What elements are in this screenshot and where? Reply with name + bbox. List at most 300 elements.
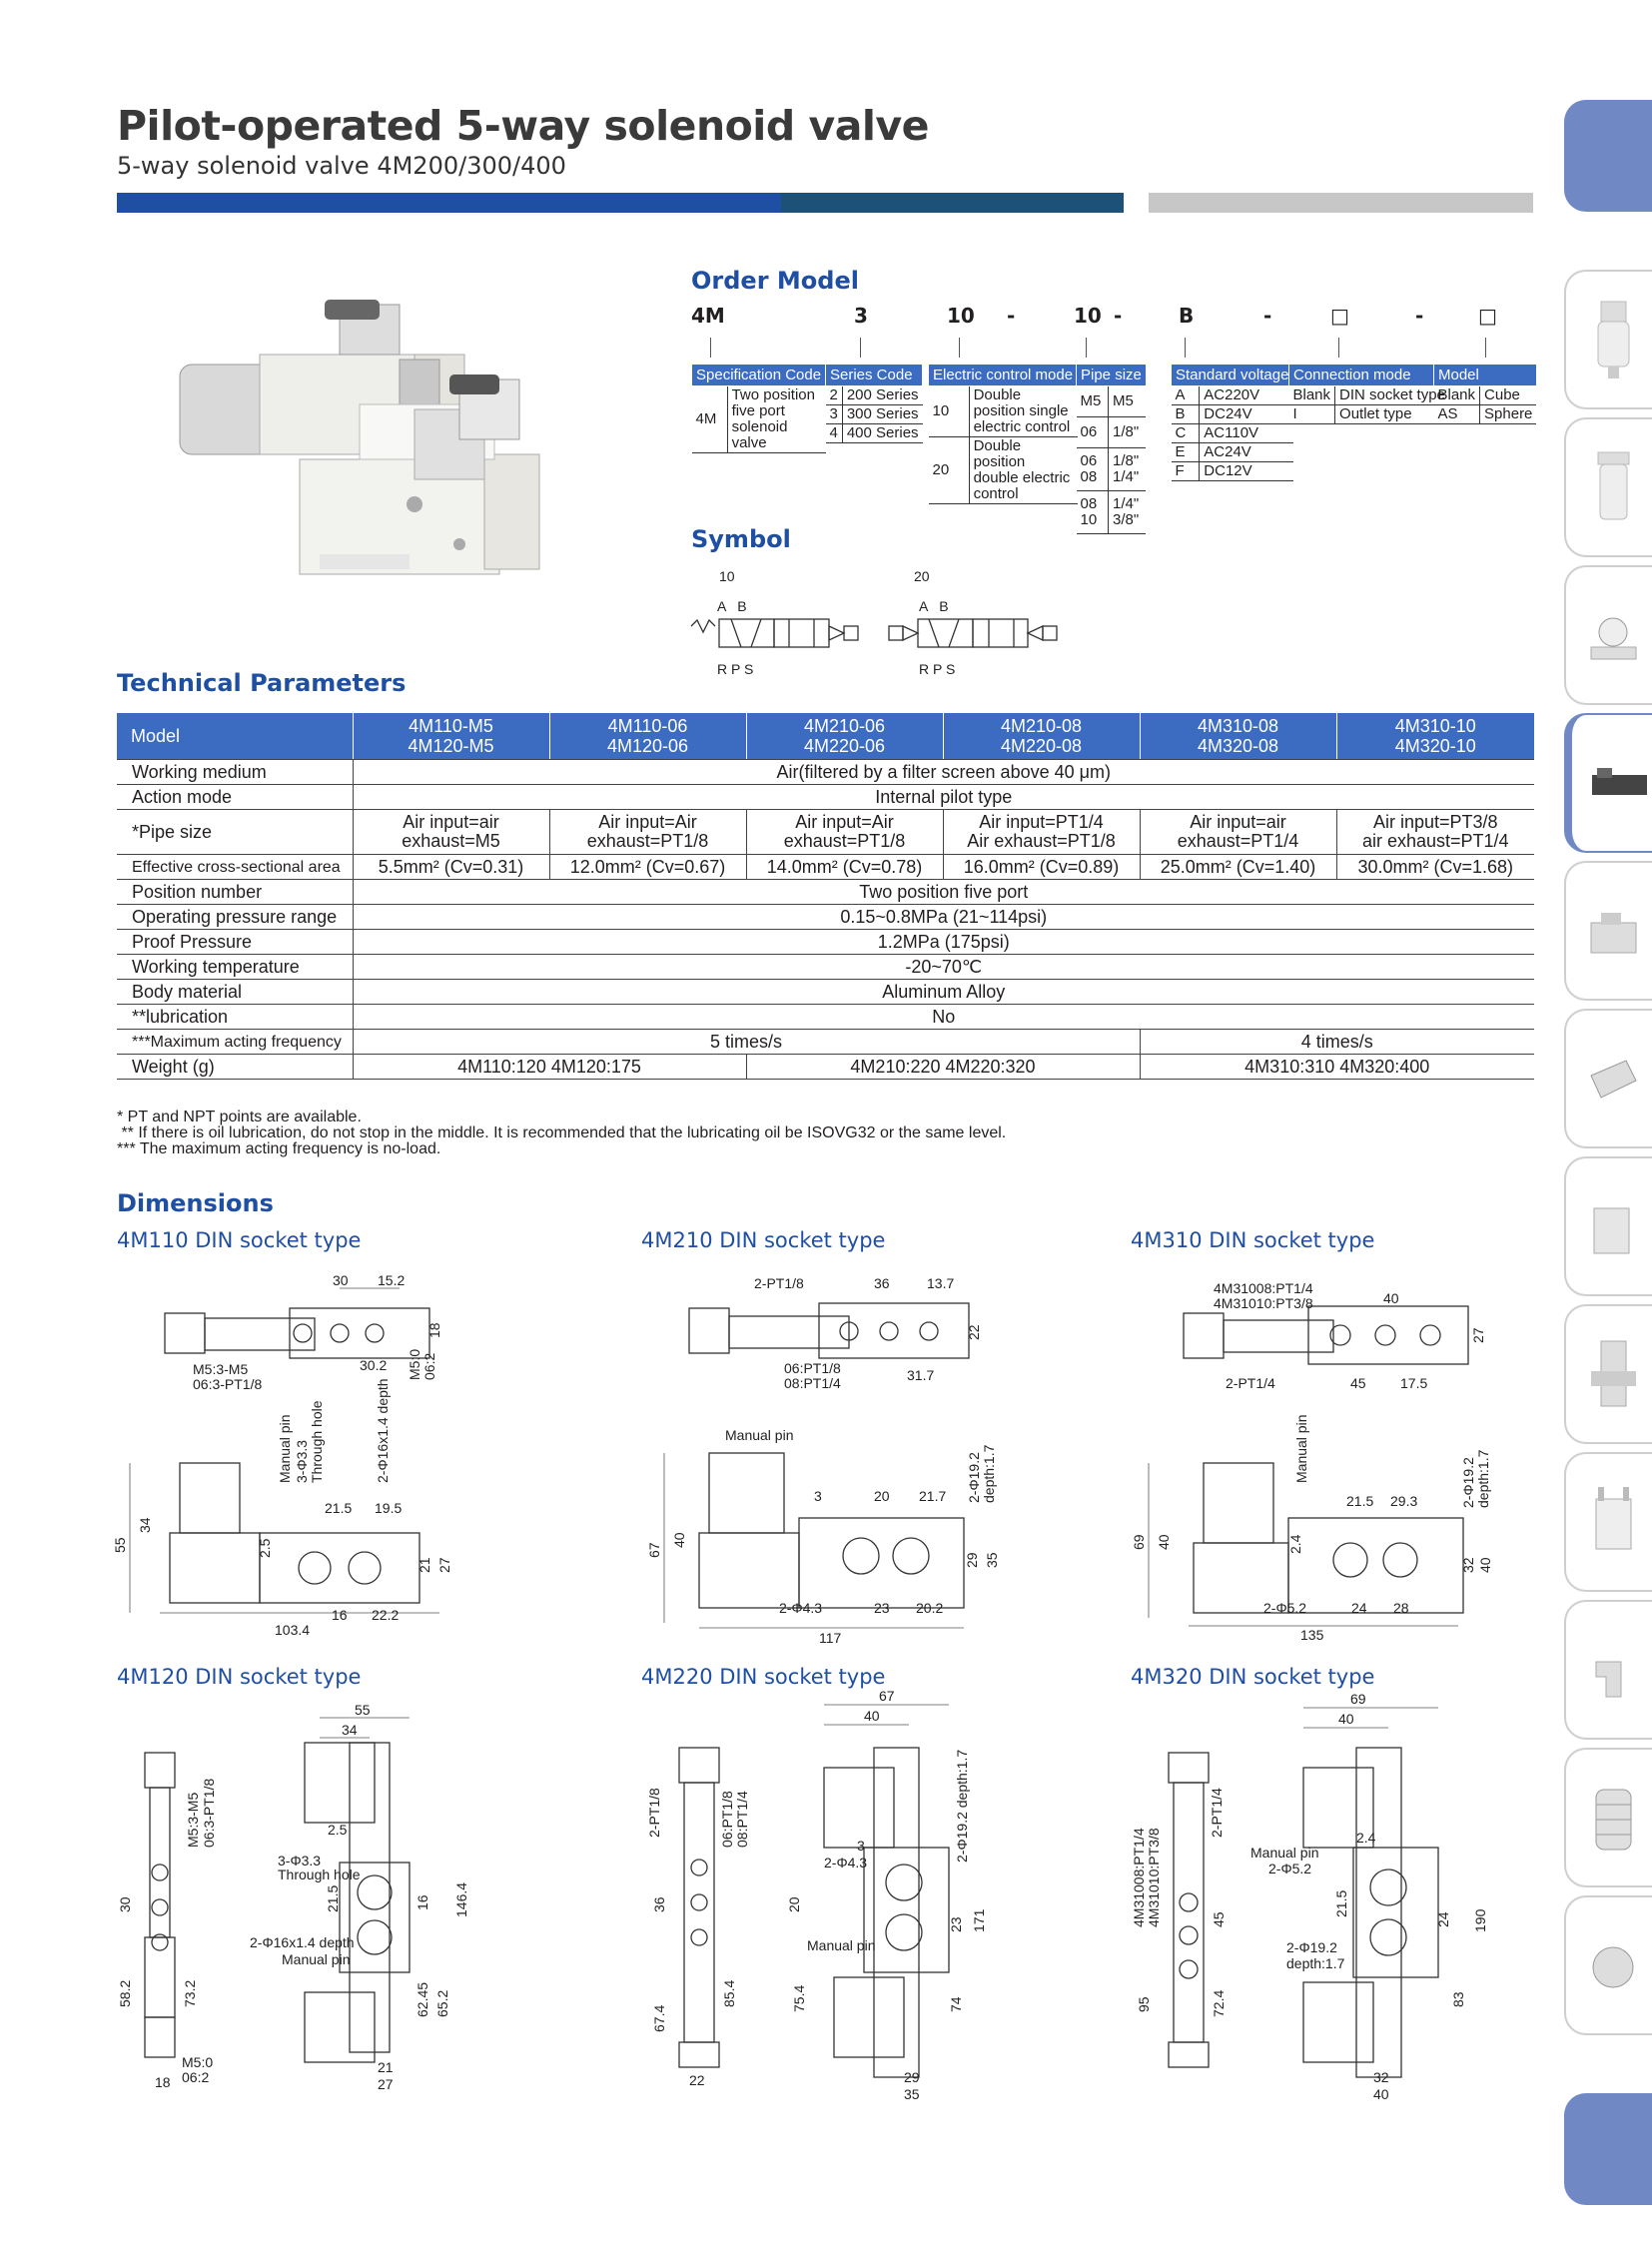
- dimension-label: 27: [1470, 1327, 1486, 1343]
- dimension-label: 4M120-M5: [408, 736, 494, 756]
- dimension-label: Outlet type: [1335, 405, 1449, 424]
- dimension-label: 21.5: [1333, 1889, 1349, 1917]
- dimension-label: 06:PT1/8: [784, 1360, 841, 1376]
- dimension-label: Standard voltage: [1172, 365, 1293, 386]
- dimension-label: 200 Series: [842, 386, 922, 405]
- dimension-label: 32: [1373, 2069, 1389, 2085]
- code-tick: [1338, 338, 1339, 358]
- dimension-label: 171: [971, 1908, 987, 1932]
- dimension-label: 3-Φ3.3: [294, 1439, 310, 1483]
- dimension-label: Internal pilot type: [353, 785, 1534, 810]
- footnote: * PT and NPT points are available.: [117, 1109, 362, 1125]
- dimension-label: 2-Φ19.2: [1460, 1457, 1476, 1508]
- dimension-label: 4M31010:PT3/8: [1146, 1828, 1162, 1927]
- dimension-label: 95: [1136, 1996, 1152, 2012]
- spec-code-table: [691, 364, 826, 453]
- header-bar-teal: [781, 193, 1124, 213]
- dimension-label: Effective cross-sectional area: [117, 855, 353, 880]
- dimension-label: 32: [1460, 1557, 1476, 1573]
- side-tab-cylinder[interactable]: [1564, 861, 1652, 1001]
- dimension-label: 3: [814, 1488, 822, 1504]
- side-tab-lubricator[interactable]: [1564, 417, 1652, 557]
- symbol-10-ports-bottom: R P S: [717, 661, 754, 677]
- dimension-label: 4M31010:PT3/8: [1214, 1295, 1313, 1311]
- table-row: [1289, 365, 1449, 386]
- dimension-label: Air input=Air: [795, 812, 894, 832]
- side-tab-bracket[interactable]: [1564, 1452, 1652, 1592]
- dimension-label: 08:PT1/4: [784, 1375, 841, 1391]
- table-row: [1077, 386, 1147, 417]
- front-view: [130, 1463, 439, 1613]
- dimension-label: 117: [819, 1630, 842, 1646]
- dimension-label: 5.5mm² (Cv=0.31): [353, 855, 549, 880]
- dimension-label: Operating pressure range: [117, 905, 353, 930]
- dimension-label: 21.5: [325, 1884, 341, 1912]
- code-dash-3: -: [1263, 304, 1272, 328]
- table-row: [1172, 386, 1293, 405]
- dimension-label: 36: [874, 1275, 890, 1291]
- dimension-label: 2-Φ5.2: [1263, 1600, 1307, 1616]
- symbol-10-graphic: [691, 619, 858, 647]
- dimension-label: AS: [1434, 405, 1480, 424]
- front-view: [305, 1718, 410, 2062]
- dimension-label: A: [1172, 386, 1200, 405]
- dimension-label: AC24V: [1200, 443, 1293, 462]
- table-row: [117, 1005, 1534, 1030]
- symbol-10-number: 10: [719, 568, 735, 584]
- dimension-label: 22: [689, 2072, 705, 2088]
- table-row: [117, 1030, 1534, 1055]
- dimension-label: 3: [826, 405, 843, 424]
- table-cell: [746, 810, 943, 855]
- dimension-label: 55: [355, 1703, 371, 1718]
- dimension-label: 4 times/s: [1140, 1030, 1534, 1055]
- elbow-icon: [1586, 1627, 1641, 1715]
- dimension-label: Double position double electric control: [969, 437, 1078, 504]
- table-row: [117, 930, 1534, 955]
- side-tab-solenoid-active[interactable]: [1564, 713, 1652, 853]
- dimension-label: 40: [864, 1708, 880, 1724]
- dimension-label: 40: [1373, 2086, 1389, 2102]
- drawing-4m220: [639, 1688, 1039, 2107]
- table-row: [692, 365, 826, 386]
- table-row: [1172, 365, 1293, 386]
- dimension-label: 16.0mm² (Cv=0.89): [943, 855, 1140, 880]
- dimension-label: 75.4: [791, 1984, 807, 2012]
- dimension-label: AC110V: [1200, 424, 1293, 443]
- footnote: ** If there is oil lubrication, do not stop in the middle. It is recommended that the lubricating oil be ISOVG32 or the same level.: [117, 1124, 1007, 1141]
- table-row: [1077, 365, 1147, 386]
- drawing-4m320: [1129, 1688, 1528, 2107]
- dimension-label: 4M31008:PT1/4: [1214, 1280, 1313, 1296]
- dimension-label: 1.2MPa (175psi): [353, 930, 1534, 955]
- dimension-label: 85.4: [721, 1979, 737, 2007]
- side-view: [1169, 1753, 1209, 2067]
- table-row: [117, 713, 1534, 760]
- drawing-4m110: [110, 1268, 469, 1648]
- dimension-label: 27: [436, 1557, 452, 1573]
- header-bar-blue: [117, 193, 781, 213]
- page-subtitle: 5-way solenoid valve 4M200/300/400: [117, 152, 566, 180]
- table-cell: [943, 810, 1140, 855]
- code-tick: [1485, 338, 1486, 358]
- solenoid-valve-icon: [1592, 740, 1647, 828]
- pipe-size-table: [1076, 364, 1147, 534]
- dimension-label: 4M31008:PT1/4: [1131, 1828, 1147, 1927]
- model-col: [943, 713, 1140, 760]
- dimension-label: 4M220-08: [1000, 736, 1083, 756]
- side-tab-filter[interactable]: [1564, 270, 1652, 409]
- dimension-label: Series Code: [826, 365, 923, 386]
- dimension-label: 45: [1350, 1375, 1366, 1391]
- dimension-label: 72.4: [1211, 1989, 1227, 2017]
- dimension-label: 24: [1435, 1911, 1451, 1927]
- dimension-label: 29.3: [1390, 1493, 1418, 1509]
- code-connection: □: [1330, 304, 1349, 328]
- dimension-label: Body material: [117, 980, 353, 1005]
- dimension-label: 4M110-06: [607, 716, 688, 736]
- dimension-label: 300 Series: [842, 405, 922, 424]
- dimension-label: Air exhaust=PT1/8: [967, 831, 1116, 851]
- dimension-label: Manual pin: [725, 1427, 794, 1443]
- table-row: [117, 810, 1534, 855]
- dimension-label: 74: [948, 1996, 964, 2012]
- dimension-label: 22: [966, 1324, 982, 1340]
- dimension-label: 40: [671, 1532, 687, 1548]
- dimension-label: 06:2: [421, 1352, 437, 1380]
- dimension-label: depth:1.7: [1475, 1449, 1491, 1508]
- table-cell: [1336, 810, 1534, 855]
- product-photo: [160, 285, 599, 624]
- table-row: [117, 905, 1534, 930]
- dimension-label: DC24V: [1200, 405, 1293, 424]
- dimension-label: 20: [929, 437, 970, 504]
- dimension-label: 17.5: [1400, 1375, 1428, 1391]
- model-col: [353, 713, 549, 760]
- dimension-label: Aluminum Alloy: [353, 980, 1534, 1005]
- side-tab-pneumatic[interactable]: [1564, 1156, 1652, 1296]
- table-row: [929, 365, 1078, 386]
- pneumatic-valve-icon: [1586, 1183, 1641, 1271]
- table-row: [1077, 491, 1147, 534]
- dimension-label: Sphere: [1480, 405, 1537, 424]
- dimension-label: 4M220-06: [803, 736, 886, 756]
- table-row: [1077, 417, 1147, 448]
- dimension-label: ***Maximum acting frequency: [117, 1030, 353, 1055]
- symbol-20-ports-top: A B: [919, 598, 949, 614]
- table-cell: [549, 810, 746, 855]
- dimension-label: 06:3-PT1/8: [201, 1778, 217, 1848]
- table-row: [117, 785, 1534, 810]
- dimension-label: 08:PT1/4: [734, 1791, 750, 1848]
- dimension-label: 30: [117, 1896, 133, 1912]
- dimension-label: 21.5: [1346, 1493, 1374, 1509]
- dimension-label: depth:1.7: [1286, 1955, 1345, 1971]
- front-view: [1303, 1708, 1438, 2077]
- dimension-label: 83: [1450, 1991, 1466, 2007]
- dimension-label: Air input=air: [403, 812, 499, 832]
- code-tick: [1086, 338, 1087, 358]
- table-row: [117, 980, 1534, 1005]
- symbol-heading: Symbol: [691, 525, 791, 553]
- dimension-label: 15.2: [378, 1272, 406, 1288]
- side-tab-top[interactable]: [1564, 100, 1652, 212]
- dimension-label: 16: [414, 1894, 430, 1910]
- dimension-label: M5: [1109, 386, 1147, 417]
- table-row: [692, 386, 826, 453]
- table-row: [117, 880, 1534, 905]
- dimension-label: 40: [1383, 1290, 1399, 1306]
- dimension-label: 18: [426, 1322, 442, 1338]
- dimension-label: 55: [112, 1537, 128, 1553]
- dimension-label: 4M210:220 4M220:320: [746, 1055, 1140, 1080]
- table-row: [117, 855, 1534, 880]
- table-row: [1434, 365, 1537, 386]
- dimension-label: exhaust=M5: [402, 831, 500, 851]
- connection-table: [1288, 364, 1449, 424]
- dimension-label: 34: [137, 1517, 153, 1533]
- side-tab-elbow[interactable]: [1564, 1600, 1652, 1740]
- dimension-label: 2-Φ16x1.4 depth: [375, 1378, 391, 1483]
- page-title: Pilot-operated 5-way solenoid valve: [117, 102, 929, 150]
- voltage-table: [1171, 364, 1293, 481]
- dimension-label: 18: [155, 2074, 171, 2090]
- dimension-label: 1/8" 1/4": [1109, 448, 1147, 491]
- table-row: [117, 955, 1534, 980]
- model-header: Model: [117, 713, 353, 760]
- table-cell: [353, 810, 549, 855]
- dimension-label: 4M: [692, 386, 728, 453]
- table-row: [826, 386, 923, 405]
- cylinder-icon: [1586, 888, 1641, 976]
- side-tab-fitting[interactable]: [1564, 1304, 1652, 1444]
- dimension-label: 4M320-08: [1197, 736, 1279, 756]
- dimension-label: 5 times/s: [353, 1030, 1140, 1055]
- dimension-label: Through hole: [309, 1400, 325, 1483]
- dimension-label: 4: [826, 424, 843, 443]
- dimension-label: 10: [929, 386, 970, 437]
- table-row: [1172, 424, 1293, 443]
- table-row: [1077, 448, 1147, 491]
- dimension-label: exhaust=PT1/8: [586, 831, 709, 851]
- table-row: [1434, 405, 1537, 424]
- dimension-label: 4M210-08: [1000, 716, 1083, 736]
- table-row: [1289, 386, 1449, 405]
- footnote: *** The maximum acting frequency is no-load.: [117, 1140, 441, 1157]
- dimension-label: exhaust=PT1/4: [1177, 831, 1299, 851]
- dim-label-4m220: 4M220 DIN socket type: [641, 1665, 886, 1689]
- tech-heading: Technical Parameters: [117, 669, 407, 697]
- dimension-label: M5: [1077, 386, 1109, 417]
- model-table: [1433, 364, 1537, 424]
- dimension-label: 30.2: [360, 1357, 388, 1373]
- dimension-label: 24: [1351, 1600, 1367, 1616]
- regulator-icon: [1586, 592, 1641, 680]
- dimension-label: 1/8": [1109, 417, 1147, 448]
- dimension-label: Manual pin: [277, 1414, 293, 1483]
- top-view: [165, 1288, 429, 1358]
- dimension-label: Action mode: [117, 785, 353, 810]
- bracket-icon: [1586, 1479, 1641, 1567]
- side-tab-accessory[interactable]: [1564, 1895, 1652, 2035]
- dimension-label: depth:1.7: [981, 1444, 997, 1503]
- side-view: [679, 1748, 719, 2067]
- model-col: [746, 713, 943, 760]
- dimension-label: F: [1172, 462, 1200, 481]
- code-control: 10: [947, 304, 975, 328]
- dimension-label: 16: [332, 1607, 348, 1623]
- control-mode-table: [928, 364, 1078, 504]
- dimension-label: 30: [333, 1272, 349, 1288]
- dimension-label: Manual pin: [1293, 1414, 1309, 1483]
- dimension-label: 0.15~0.8MPa (21~114psi): [353, 905, 1534, 930]
- dimension-label: 13.7: [927, 1275, 955, 1291]
- dimension-label: M5:3-M5: [185, 1792, 201, 1848]
- dimension-label: 4M120-06: [606, 736, 689, 756]
- dimension-label: air exhaust=PT1/4: [1361, 831, 1509, 851]
- side-tab-silencer[interactable]: [1564, 1748, 1652, 1887]
- dimension-label: Model: [1434, 365, 1537, 386]
- dimension-label: 21.5: [325, 1500, 353, 1516]
- dim-label-4m310: 4M310 DIN socket type: [1131, 1228, 1375, 1252]
- code-dash-2: -: [1114, 304, 1123, 328]
- table-row: [929, 386, 1078, 437]
- dimension-label: M5:3-M5: [193, 1361, 249, 1377]
- dimension-label: 14.0mm² (Cv=0.78): [746, 855, 943, 880]
- series-code-table: [825, 364, 923, 443]
- drawing-4m120: [110, 1703, 489, 2102]
- dimension-label: 2-Φ19.2: [1286, 1939, 1337, 1955]
- silencer-icon: [1586, 1775, 1641, 1863]
- dimension-label: 23: [874, 1600, 890, 1616]
- dimension-label: 40: [1338, 1711, 1354, 1727]
- dimension-label: 190: [1472, 1908, 1488, 1932]
- dimension-label: 40: [1477, 1557, 1493, 1573]
- dimension-label: Manual pin: [807, 1937, 876, 1953]
- drawing-4m210: [639, 1268, 1019, 1648]
- dimension-label: Air input=Air: [598, 812, 697, 832]
- dimension-label: 4M210-06: [803, 716, 886, 736]
- dimension-label: M5:0: [182, 2054, 214, 2070]
- dimension-label: 135: [1300, 1627, 1324, 1643]
- dimension-label: 45: [1211, 1911, 1227, 1927]
- dimension-label: 400 Series: [842, 424, 922, 443]
- dimension-label: M5:0: [407, 1348, 422, 1380]
- dimension-label: 4M310-10: [1394, 716, 1476, 736]
- table-row: [826, 424, 923, 443]
- dim-label-4m320: 4M320 DIN socket type: [1131, 1665, 1375, 1689]
- dimension-label: 2: [826, 386, 843, 405]
- dimension-label: 67.4: [651, 2004, 667, 2032]
- dimension-label: Two position five port: [353, 880, 1534, 905]
- filter-icon: [1586, 297, 1641, 384]
- header-bar-grey: [1149, 193, 1533, 213]
- dimension-label: E: [1172, 443, 1200, 462]
- dimension-label: 146.4: [453, 1881, 469, 1917]
- dimension-label: C: [1172, 424, 1200, 443]
- code-tick: [710, 338, 711, 358]
- dimension-label: 06:2: [182, 2069, 210, 2085]
- dimension-label: Two position five port solenoid valve: [727, 386, 826, 453]
- dimension-label: Blank: [1289, 386, 1335, 405]
- tech-table: [117, 713, 1534, 1080]
- code-4m: 4M: [691, 304, 725, 328]
- side-tab-regulator[interactable]: [1564, 565, 1652, 705]
- dimension-label: Specification Code: [692, 365, 826, 386]
- dimension-label: 4M320-10: [1394, 736, 1476, 756]
- dimension-label: DIN socket type: [1335, 386, 1449, 405]
- code-pipe: 10: [1074, 304, 1102, 328]
- table-row: [117, 1055, 1534, 1080]
- symbol-diagrams: [689, 564, 1089, 684]
- side-tab-block[interactable]: [1564, 1009, 1652, 1148]
- dimension-label: 2.4: [1356, 1830, 1376, 1846]
- dimension-label: 35: [904, 2086, 920, 2102]
- side-tab-bottom[interactable]: [1564, 2093, 1652, 2205]
- dimension-label: No: [353, 1005, 1534, 1030]
- dimension-label: I: [1289, 405, 1335, 424]
- accessory-icon: [1586, 1922, 1641, 2010]
- dimension-label: 1/4" 3/8": [1109, 491, 1147, 534]
- dimension-label: B: [1172, 405, 1200, 424]
- table-row: [1289, 405, 1449, 424]
- dimension-label: 19.5: [375, 1500, 403, 1516]
- dimension-label: Connection mode: [1289, 365, 1449, 386]
- dimension-label: Weight (g): [117, 1055, 353, 1080]
- model-col: [1140, 713, 1336, 760]
- top-view: [1184, 1306, 1468, 1364]
- dimension-label: 20: [786, 1896, 802, 1912]
- dimension-label: 2-PT1/8: [646, 1788, 662, 1838]
- dimension-label: Air input=PT3/8: [1372, 812, 1498, 832]
- dimension-label: 2-Φ5.2: [1268, 1861, 1312, 1876]
- dimension-label: 29: [904, 2069, 920, 2085]
- block-valve-icon: [1586, 1036, 1641, 1123]
- dimension-label: 06:PT1/8: [719, 1791, 735, 1848]
- code-dash-1: -: [1007, 304, 1016, 328]
- table-cell: [1140, 810, 1336, 855]
- table-row: [117, 760, 1534, 785]
- dimensions-heading: Dimensions: [117, 1189, 274, 1217]
- dimension-label: 22.2: [372, 1607, 400, 1623]
- dimension-label: 2-PT1/4: [1226, 1375, 1275, 1391]
- dimension-label: 69: [1131, 1534, 1147, 1550]
- dimension-label: 31.7: [907, 1367, 935, 1383]
- table-row: [826, 405, 923, 424]
- dimension-label: Blank: [1434, 386, 1480, 405]
- dimension-label: 20.2: [916, 1600, 944, 1616]
- front-view: [824, 1705, 949, 2077]
- dimension-label: Manual pin: [1250, 1845, 1319, 1861]
- dimension-label: Working medium: [117, 760, 353, 785]
- dimension-label: 69: [1350, 1691, 1366, 1707]
- drawing-4m310: [1129, 1268, 1528, 1648]
- table-row: [1172, 462, 1293, 481]
- dimension-label: 35: [984, 1552, 1000, 1568]
- code-voltage: B: [1179, 304, 1195, 328]
- symbol-20-graphic: [889, 619, 1057, 647]
- code-dash-4: -: [1415, 304, 1424, 328]
- dimension-label: 06 08: [1077, 448, 1109, 491]
- table-row: [929, 437, 1078, 504]
- dimension-label: 2-Φ19.2: [966, 1452, 982, 1503]
- dimension-label: 67: [646, 1542, 662, 1558]
- dimension-label: *Pipe size: [117, 810, 353, 855]
- dimension-label: 08 10: [1077, 491, 1109, 534]
- symbol-20-ports-bottom: R P S: [919, 661, 956, 677]
- dimension-label: 2-Φ4.3: [824, 1855, 868, 1870]
- dimension-label: 2-Φ4.3: [779, 1600, 823, 1616]
